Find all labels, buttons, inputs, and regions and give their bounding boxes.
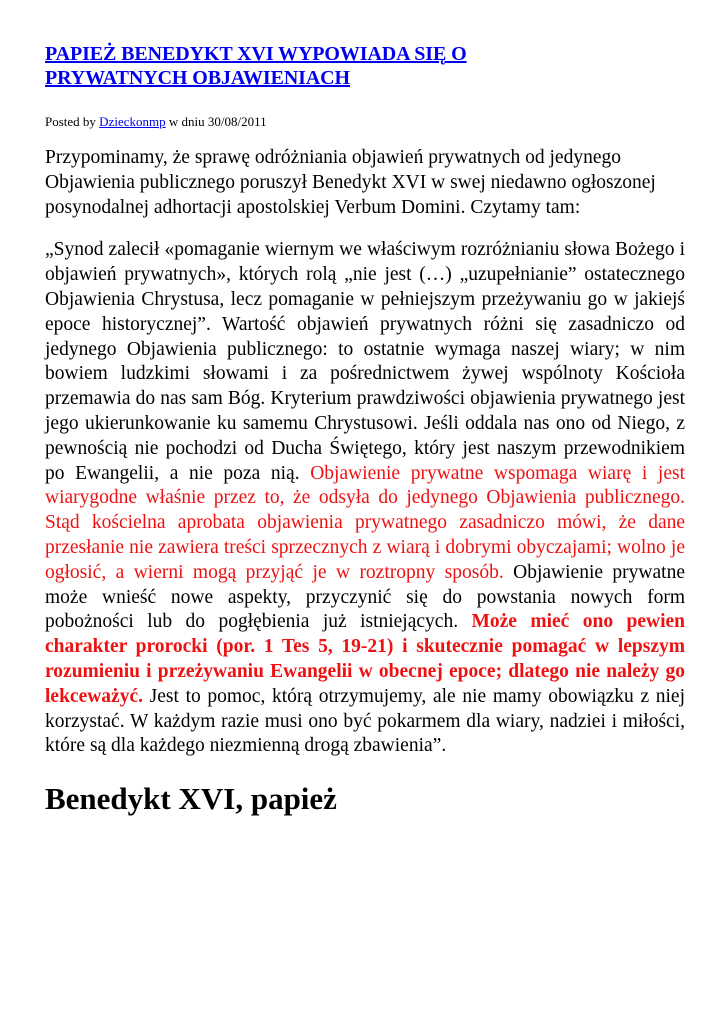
title-line-1: PAPIEŻ BENEDYKT XVI WYPOWIADA SIĘ O <box>45 43 467 65</box>
post-meta <box>45 114 685 130</box>
quote-text-part-2: Objawienie prywatne może wnieść nowe aspekty, przyczynić się do powstania nowych form pobożności lub do pogłębienia już istniejących. <box>45 561 685 633</box>
quote-text-part-3: Jest to pomoc, którą otrzymujemy, ale nie mamy obowiązku z niej korzystać. W każdym razie musi ono być pokarmem dla wiary, nadziei i miłości, które są dla każdego niezmienną drogą zbawienia”. <box>45 685 685 757</box>
quote-text-part-1: „Synod zalecił «pomaganie wiernym we właściwym rozróżnianiu słowa Bożego i objawień prywatnych», których rolą „nie jest (…) „uzupełnianie” ostatecznego Objawienia Chrystusa, lecz pomaganie w pełniejszym przeżywaniu go w jakiejś epoce historycznej”. Wartość objawień prywatnych różni się zasadniczo od jedynego Objawienia publicznego: to ostatnie wymaga naszej wiary; w nim bowiem ludzkimi słowami i za pośrednictwem żywej wspólnoty Kościoła przemawia do nas sam Bóg. Kryterium prawdziwości objawienia prywatnego jest jego ukierunkowanie ku samemu Chrystusowi. Jeśli oddala nas ono od Niego, z pewnością nie pochodzi od Ducha Świętego, który jest naszym przewodnikiem po Ewangelii, a nie poza nią. <box>45 239 685 484</box>
title-line-2: PRYWATNYCH OBJAWIENIACH <box>45 67 350 89</box>
quote-paragraph <box>45 238 685 759</box>
posted-date: w dniu 30/08/2011 <box>165 114 267 129</box>
intro-paragraph: Przypominamy, że sprawę odróżniania objawień prywatnych od jedynego Objawienia publicznego poruszył Benedykt XVI w swej niedawno ogłoszonej posynodalnej adhortacji apostolskiej Verbum Domini. Czytamy tam: <box>45 147 656 218</box>
author-link[interactable]: Dzieckonmp <box>99 114 166 129</box>
signature: Benedykt XVI, papież <box>45 781 337 817</box>
quote-red-highlight: Objawienie prywatne wspomaga wiarę i jest wiarygodne właśnie przez to, że odsyła do jedynego Objawienia publicznego. Stąd kościelna aprobata objawienia prywatnego zasadniczo mówi, że dane przesłanie nie zawiera treści sprzecznych z wiarą i dobrymi obyczajami; wolno je ogłosić, a wierni mogą przyjąć je w roztropny sposób. <box>45 462 685 583</box>
article-title-link[interactable] <box>45 43 467 89</box>
article-title <box>45 42 685 90</box>
quote-red-bold-highlight: Może mieć ono pewien charakter prorocki (por. 1 Tes 5, 19-21) i skutecznie pomagać w lepszym rozumieniu i przeżywaniu Ewangelii w obecnej epoce; dlatego nie należy go lekceważyć. <box>45 611 685 707</box>
posted-by-label: Posted by <box>45 114 100 129</box>
document-page <box>45 42 685 817</box>
